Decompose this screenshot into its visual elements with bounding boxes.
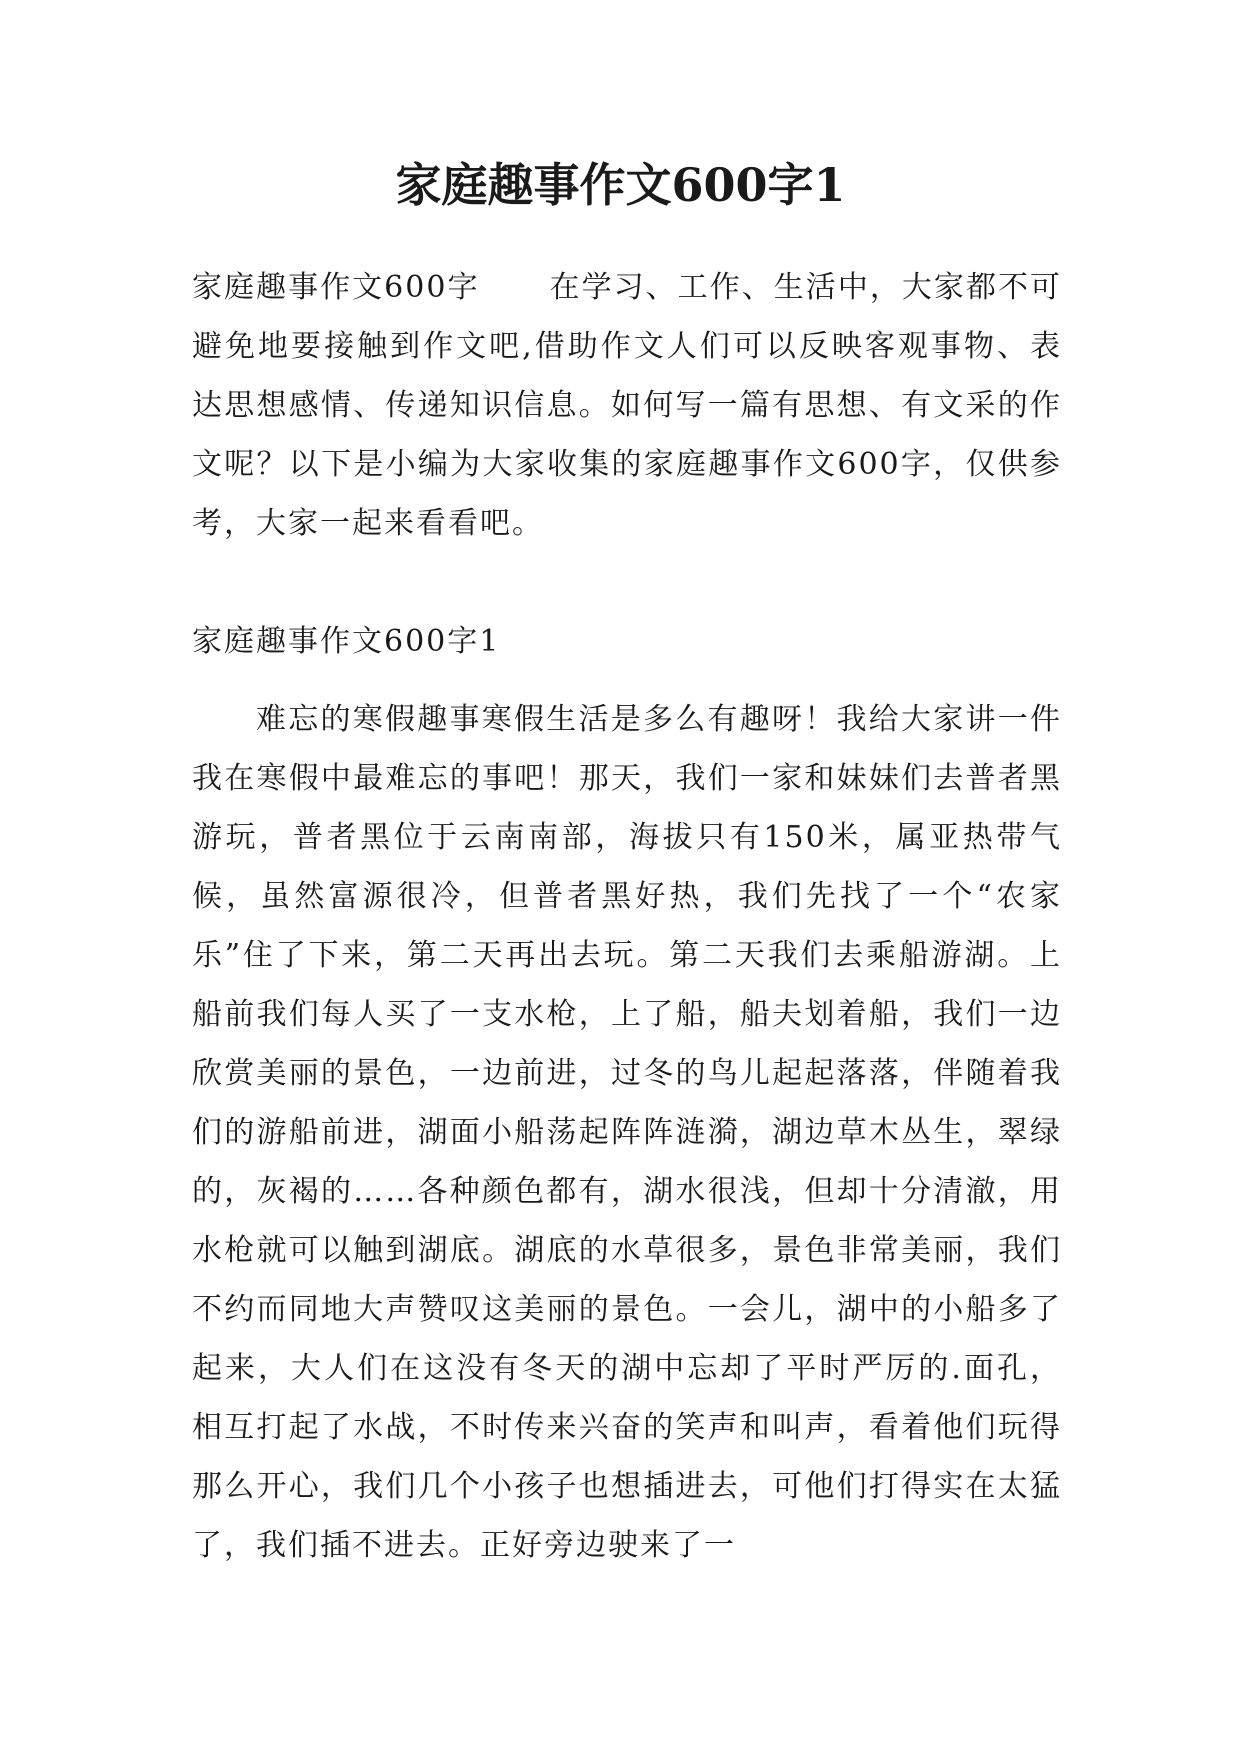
section-heading: 家庭趣事作文600字1 bbox=[192, 624, 501, 659]
intro-label: 家庭趣事作文600字 bbox=[192, 270, 480, 305]
document-title: 家庭趣事作文600字1 bbox=[395, 158, 846, 212]
story-paragraph: 难忘的寒假趣事寒假生活是多么有趣呀！我给大家讲一件我在寒假中最难忘的事吧！那天，我们一家和妹妹们去普者黑游玩，普者黑位于云南南部，海拔只有150米，属亚热带气候，虽然富源很冷，但普者黑好热，我们先找了一个“农家乐”住了下来，第二天再出去玩。第二天我们去乘船游湖。上船前我们每人买了一支水枪，上了船，船夫划着船，我们一边欣赏美丽的景色，一边前进，过冬的鸟儿起起落落，伴随着我们的游船前进，湖面小船荡起阵阵涟漪，湖边草木丛生，翠绿的，灰褐的……各种颜色都有，湖水很浅，但却十分清澈，用水枪就可以触到湖底。湖底的水草很多，景色非常美丽，我们不约而同地大声赞叹这美丽的景色。一会儿，湖中的小船多了起来，大人们在这没有冬天的湖中忘却了平时严厉的.面孔，相互打起了水战，不时传来兴奋的笑声和叫声，看着他们玩得那么开心，我们几个小孩子也想插进去，可他们打得实在太猛了，我们插不进去。正好旁边驶来了一 bbox=[192, 702, 1062, 1563]
intro-paragraph bbox=[192, 258, 1062, 553]
intro-text: 在学习、工作、生活中，大家都不可避免地要接触到作文吧,借助作文人们可以反映客观事物、表达思想感情、传递知识信息。如何写一篇有思想、有文采的作文呢？以下是小编为大家收集的家庭趣事作文600字，仅供参考，大家一起来看看吧。 bbox=[192, 270, 1063, 541]
